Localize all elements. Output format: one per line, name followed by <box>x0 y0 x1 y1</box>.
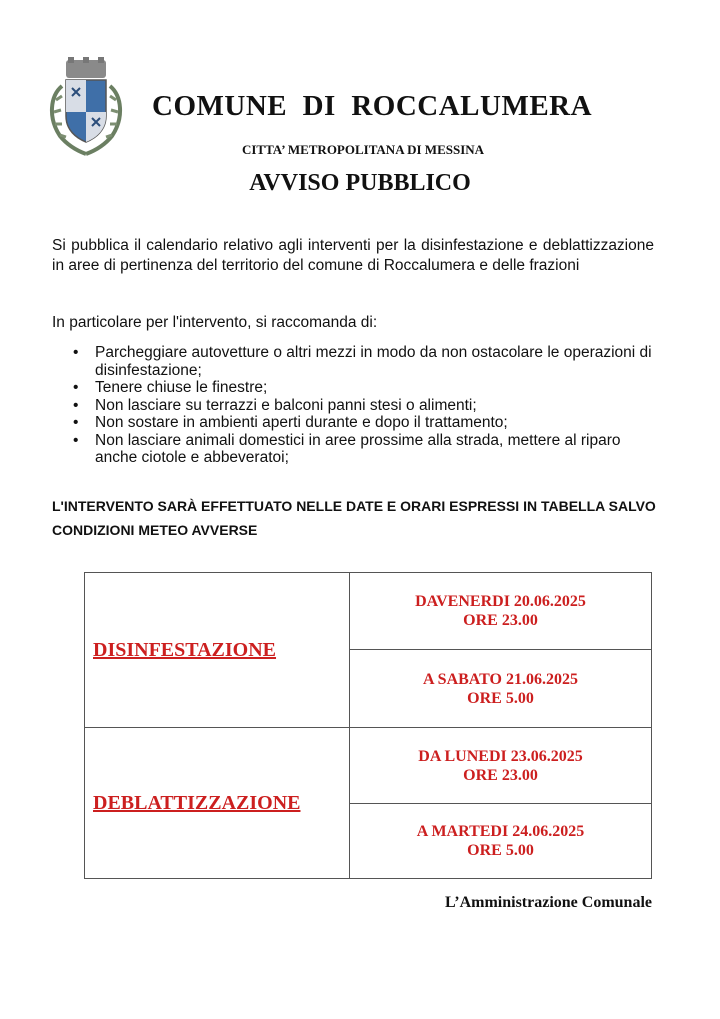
end-cell <box>350 804 652 879</box>
end-time: ORE 5.00 <box>467 842 534 859</box>
end-cell <box>350 650 652 728</box>
bullet-icon: • <box>73 379 79 396</box>
start-time: ORE 23.00 <box>463 612 538 629</box>
treatment-type-cell: DEBLATTIZZAZIONE <box>85 728 350 879</box>
metropolitan-city-subtitle: CITTA’ METROPOLITANA DI MESSINA <box>241 142 485 157</box>
start-cell <box>350 728 652 804</box>
bullet-icon: • <box>73 344 79 361</box>
start-date: DAVENERDI 20.06.2025 <box>415 593 586 610</box>
list-item <box>52 379 654 397</box>
intro-paragraph: Si pubblica il calendario relativo agli interventi per la disinfestazione e deblattizzazione in aree di pertinenza del territorio del comune di Roccalumera e delle frazioni <box>52 237 654 274</box>
municipal-crest-icon <box>42 56 130 156</box>
list-item-text: Parcheggiare autovetture o altri mezzi in modo da non ostacolare le operazioni di disinfestazione; <box>95 344 652 379</box>
end-time: ORE 5.00 <box>467 689 534 707</box>
recommendations-list <box>52 344 654 467</box>
treatment-type-cell: DISINFESTAZIONE <box>85 573 350 728</box>
schedule-table <box>84 572 652 879</box>
bullet-icon: • <box>73 431 79 449</box>
notice-heading: AVVISO PUBBLICO <box>249 170 471 196</box>
list-item-text: Tenere chiuse le finestre; <box>95 379 268 396</box>
list-item <box>52 397 654 415</box>
list-item-text: Non sostare in ambienti aperti durante e dopo il trattamento; <box>95 414 508 431</box>
end-date: A SABATO 21.06.2025 <box>423 670 578 688</box>
start-date: DA LUNEDI 23.06.2025 <box>418 747 583 765</box>
weather-warning: L'INTERVENTO SARÀ EFFETTUATO NELLE DATE E ORARI ESPRESSI IN TABELLA SALVO CONDIZIONI METEO AVVERSE <box>52 498 656 538</box>
list-item-text: Non lasciare su terrazzi e balconi panni stesi o alimenti; <box>95 396 477 414</box>
table-row <box>85 573 652 650</box>
bullet-icon: • <box>73 414 79 431</box>
list-item <box>52 432 654 467</box>
lead-paragraph: In particolare per l'intervento, si raccomanda di: <box>52 314 378 331</box>
table-row <box>85 728 652 804</box>
signature: L’Amministrazione Comunale <box>445 894 652 911</box>
bullet-icon: • <box>73 396 79 414</box>
municipality-title: COMUNE DI ROCCALUMERA <box>152 90 593 122</box>
end-date: A MARTEDI 24.06.2025 <box>416 823 585 840</box>
list-item <box>52 344 654 379</box>
list-item-text: Non lasciare animali domestici in aree prossime alla strada, mettere al riparo anche ciotole e abbeveratoi; <box>95 431 621 466</box>
list-item <box>52 414 654 432</box>
start-cell <box>350 573 652 650</box>
start-time: ORE 23.00 <box>463 766 538 784</box>
